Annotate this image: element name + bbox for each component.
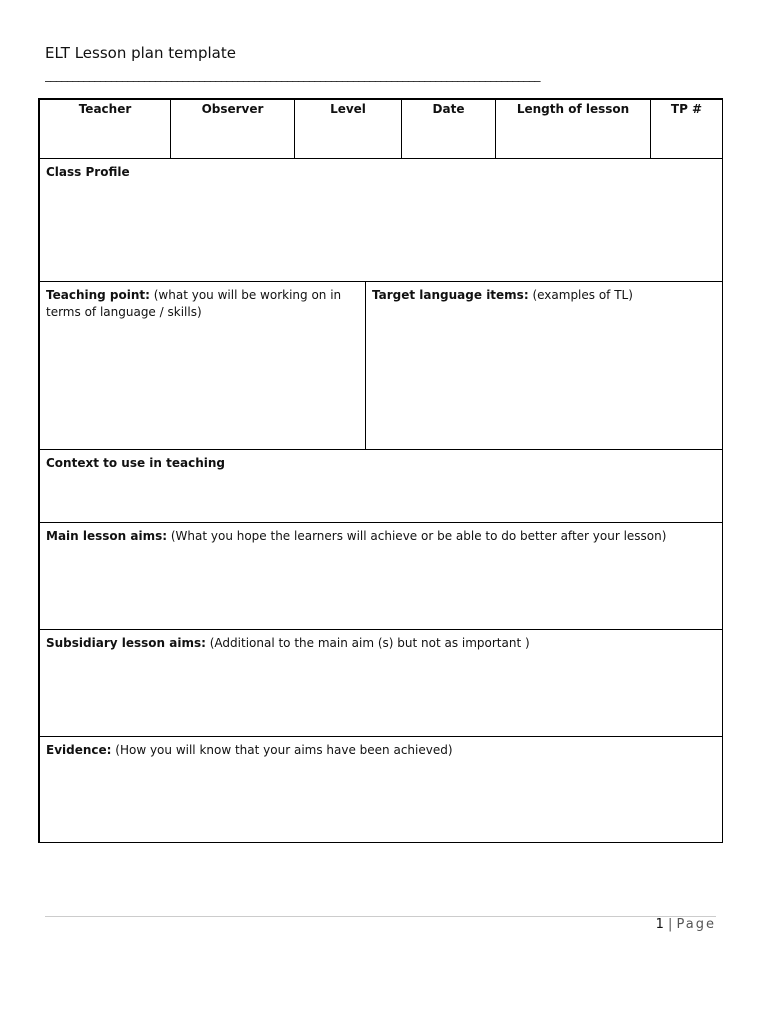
header-level-label: Level [330,102,366,116]
target-language-section[interactable] [365,281,723,450]
teaching-point-label: Teaching point: [46,288,150,302]
header-date-label: Date [432,102,465,116]
page-footer [656,917,716,932]
header-level[interactable] [294,99,402,159]
subsidiary-aims-label: Subsidiary lesson aims: [46,636,206,650]
class-profile-label: Class Profile [46,165,130,179]
footer-divider [45,916,716,917]
header-date[interactable] [401,99,496,159]
target-language-label: Target language items: [372,288,529,302]
lesson-plan-form [38,98,723,843]
main-aims-hint: (What you hope the learners will achieve or be able to do better after your lesson) [167,529,667,543]
evidence-label: Evidence: [46,743,112,757]
main-aims-section[interactable] [39,522,723,630]
header-observer[interactable] [170,99,295,159]
target-language-hint: (examples of TL) [528,288,633,302]
class-profile-section[interactable] [39,158,723,282]
page-number: 1 [655,917,664,932]
header-teacher[interactable] [39,99,171,159]
header-teacher-label: Teacher [78,102,132,116]
header-length-label: Length of lesson [516,102,630,116]
main-aims-label: Main lesson aims: [46,529,168,543]
page-label: Page [676,917,716,932]
evidence-hint: (How you will know that your aims have been achieved) [111,743,453,757]
page-separator: | [663,917,677,932]
header-tp-label: TP # [670,102,703,116]
context-section[interactable] [39,449,723,523]
teaching-point-section[interactable] [39,281,366,450]
header-observer-label: Observer [201,102,264,116]
header-tp-number[interactable] [650,99,723,159]
subsidiary-aims-section[interactable] [39,629,723,737]
header-length-of-lesson[interactable] [495,99,651,159]
title-underline: __________________________________________________________________________________________ [45,68,540,82]
evidence-section[interactable] [39,736,723,843]
subsidiary-aims-hint: (Additional to the main aim (s) but not as important ) [205,636,530,650]
teaching-point-hint: (what you will be working on in terms of language / skills) [46,288,342,319]
context-label: Context to use in teaching [46,456,225,470]
document-title: ELT Lesson plan template [45,44,236,62]
